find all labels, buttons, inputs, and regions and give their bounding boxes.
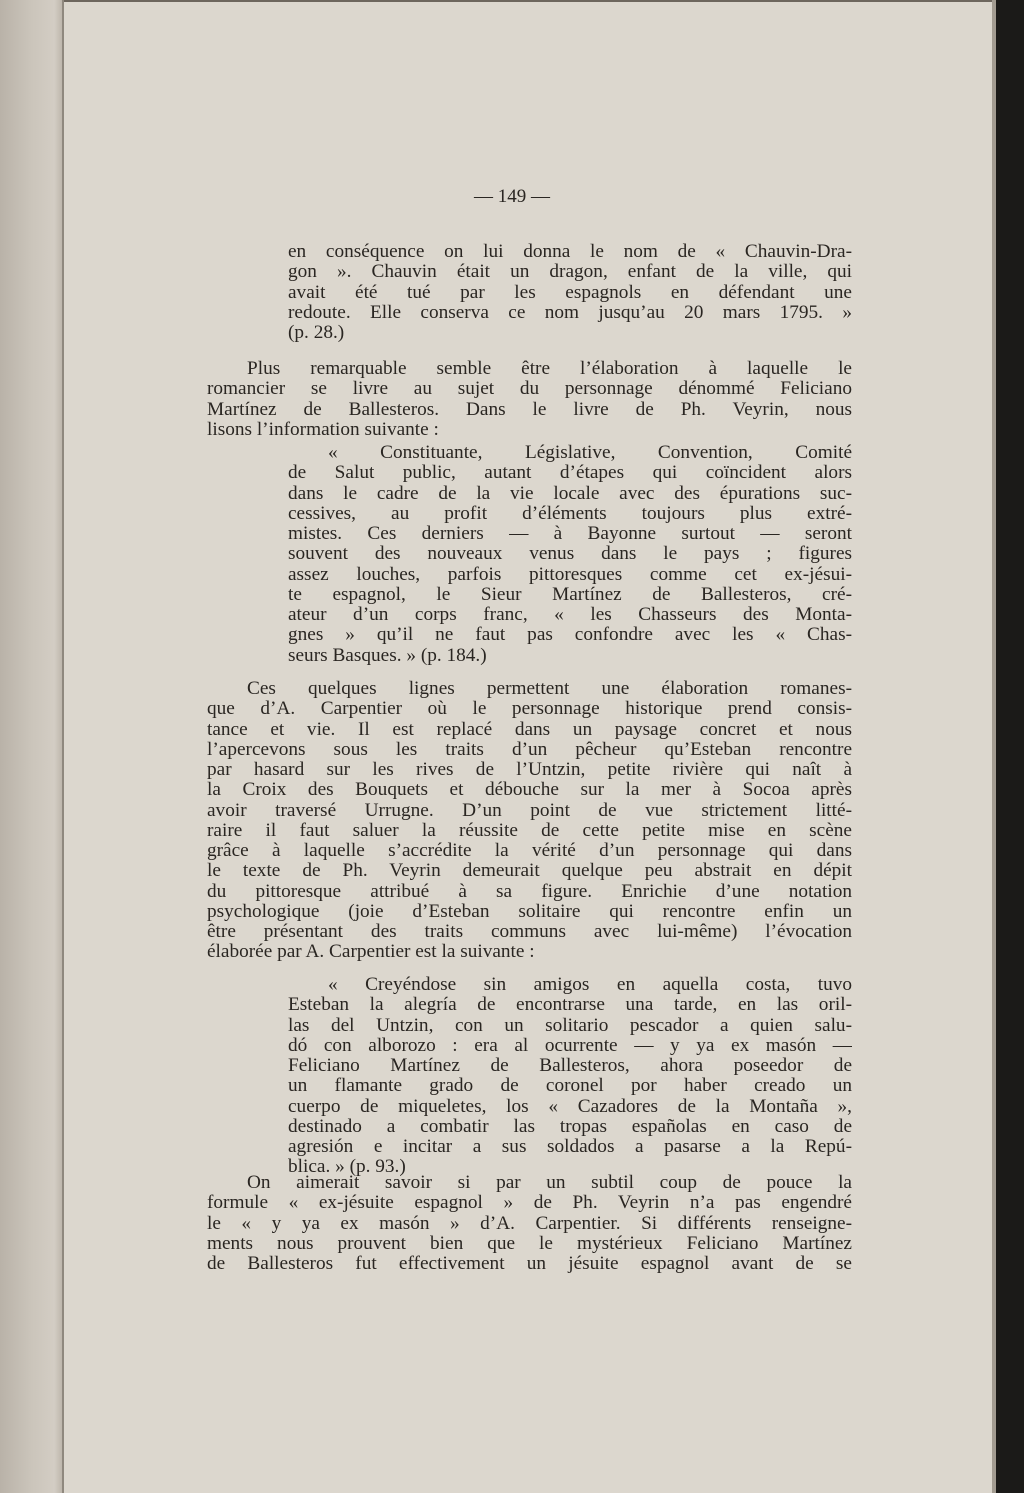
text-line: seurs Basques. » (p. 184.) bbox=[288, 645, 487, 666]
text-line: redoute. Elle conserva ce nom jusqu’au 20 mars 1795. » bbox=[288, 302, 852, 323]
text-line: que d’A. Carpentier où le personnage historique prend consis- bbox=[207, 699, 852, 720]
text-line: Ces quelques lignes permettent une élaboration romanes- bbox=[247, 679, 852, 699]
text-line: las del Untzin, con un solitario pescador a quien salu- bbox=[288, 1015, 852, 1036]
text-line: formule « ex-jésuite espagnol » de Ph. Veyrin n’a pas engendré bbox=[207, 1193, 852, 1214]
text-line: tance et vie. Il est replacé dans un paysage concret et nous bbox=[207, 719, 852, 740]
text-line: assez louches, parfois pittoresques comme cet ex-jésui- bbox=[288, 564, 852, 585]
text-line: Plus remarquable semble être l’élaboration à laquelle le bbox=[247, 359, 852, 379]
text-line: gnes » qu’il ne faut pas confondre avec les « Chas- bbox=[288, 625, 852, 646]
text-line: lisons l’information suivante : bbox=[207, 419, 439, 440]
text-line: cuerpo de miqueletes, los « Cazadores de la Montaña », bbox=[288, 1096, 852, 1117]
text-line: de Ballesteros fut effectivement un jésuite espagnol avant de se bbox=[207, 1254, 852, 1274]
text-line: du pittoresque attribué à sa figure. Enrichie d’une notation bbox=[207, 881, 852, 902]
page-number: — 149 — bbox=[474, 186, 550, 207]
text-line: avoir traversé Urrugne. D’un point de vue strictement litté- bbox=[207, 800, 852, 821]
text-line: mistes. Ces derniers — à Bayonne surtout — seront bbox=[288, 524, 852, 544]
text-line: psychologique (joie d’Esteban solitaire qui rencontre enfin un bbox=[207, 901, 852, 922]
text-line: « Creyéndose sin amigos en aquella costa, tuvo bbox=[328, 975, 852, 995]
scan-border bbox=[996, 0, 1024, 1493]
text-line: Martínez de Ballesteros. Dans le livre de Ph. Veyrin, nous bbox=[207, 399, 852, 420]
text-line: dans le cadre de la vie locale avec des épurations suc- bbox=[288, 483, 852, 504]
text-line: le texte de Ph. Veyrin demeurait quelque peu abstrait en dépit bbox=[207, 861, 852, 882]
text-line: avait été tué par les espagnols en défendant une bbox=[288, 282, 852, 303]
text-line: Feliciano Martínez de Ballesteros, ahora poseedor de bbox=[288, 1056, 852, 1076]
text-line: le « y ya ex masón » d’A. Carpentier. Si différents renseigne- bbox=[207, 1213, 852, 1234]
block-quote bbox=[288, 975, 852, 1178]
text-line: « Constituante, Législative, Convention, Comité bbox=[328, 443, 852, 463]
text-line: être présentant des traits communs avec lui-même) l’évocation bbox=[207, 922, 852, 942]
text-line: la Croix des Bouquets et débouche sur la mer à Socoa après bbox=[207, 780, 852, 801]
text-line: (p. 28.) bbox=[288, 323, 345, 343]
text-line: par hasard sur les rives de l’Untzin, petite rivière qui naît à bbox=[207, 760, 852, 780]
text-line: l’apercevons sous les traits d’un pêcheur qu’Esteban rencontre bbox=[207, 739, 852, 760]
text-line: cessives, au profit d’éléments toujours plus extré- bbox=[288, 503, 852, 524]
text-line: ateur d’un corps franc, « les Chasseurs des Monta- bbox=[288, 605, 852, 625]
text-line: On aimerait savoir si par un subtil coup de pouce la bbox=[247, 1173, 852, 1193]
text-line: en conséquence on lui donna le nom de « Chauvin-Dra- bbox=[288, 242, 852, 262]
text-line: un flamante grado de coronel por haber creado un bbox=[288, 1076, 852, 1097]
text-line: destinado a combatir las tropas españolas en caso de bbox=[288, 1116, 852, 1137]
paragraph bbox=[207, 1173, 852, 1274]
text-line: agresión e incitar a sus soldados a pasarse a la Repú- bbox=[288, 1137, 852, 1157]
text-line: romancier se livre au sujet du personnage dénommé Feliciano bbox=[207, 379, 852, 400]
text-line: Esteban la alegría de encontrarse una tarde, en las oril- bbox=[288, 995, 852, 1016]
paragraph bbox=[207, 359, 852, 440]
text-line: élaborée par A. Carpentier est la suivante : bbox=[207, 942, 535, 963]
text-line: grâce à laquelle s’accrédite la vérité d’un personnage qui dans bbox=[207, 841, 852, 861]
text-line: dó con alborozo : era al ocurrente — y ya ex masón — bbox=[288, 1035, 852, 1056]
text-line: raire il faut saluer la réussite de cette petite mise en scène bbox=[207, 820, 852, 841]
text-line: gon ». Chauvin était un dragon, enfant de la ville, qui bbox=[288, 262, 852, 283]
text-line: souvent des nouveaux venus dans le pays ; figures bbox=[288, 544, 852, 565]
block-quote bbox=[288, 443, 852, 666]
text-line: blica. » (p. 93.) bbox=[288, 1157, 406, 1178]
block-quote bbox=[288, 242, 852, 343]
paragraph bbox=[207, 679, 852, 963]
text-line: ments nous prouvent bien que le mystérieux Feliciano Martínez bbox=[207, 1233, 852, 1254]
book-binding bbox=[0, 0, 64, 1493]
text-line: de Salut public, autant d’étapes qui coïncident alors bbox=[288, 463, 852, 484]
text-line: te espagnol, le Sieur Martínez de Ballesteros, cré- bbox=[288, 584, 852, 605]
